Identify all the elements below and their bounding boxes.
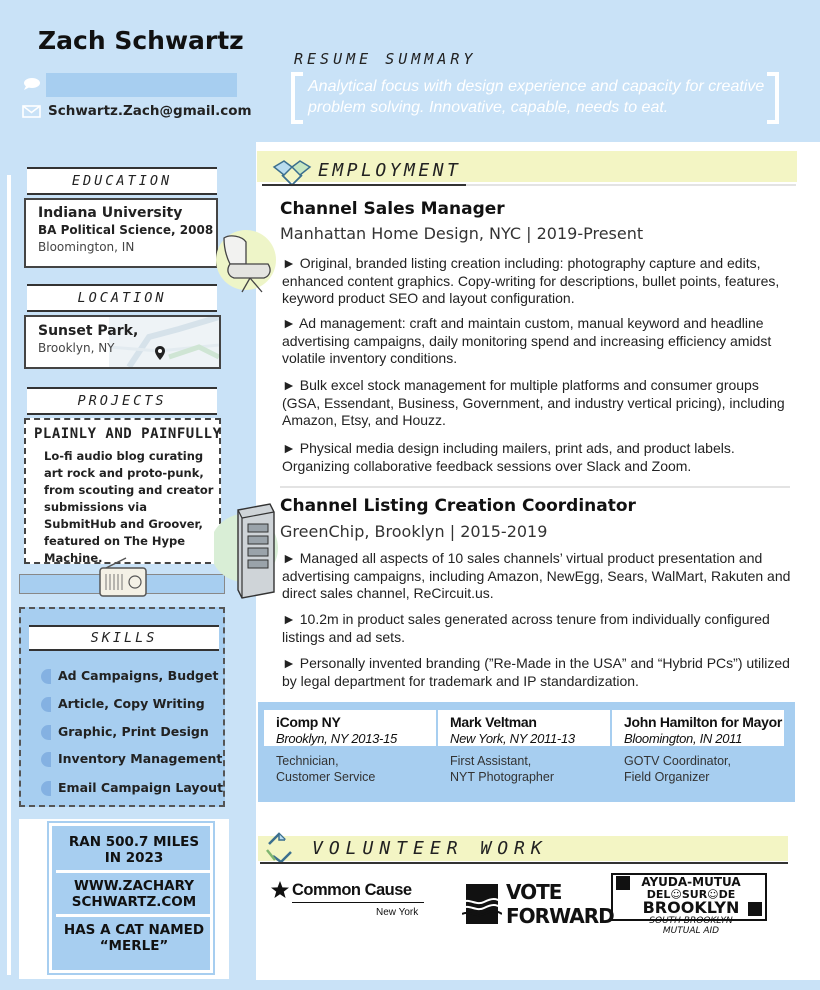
phone-row	[22, 73, 222, 97]
job-bullet: ► 10.2m in product sales generated across tenure from individually configured listings and ad sets.	[282, 611, 770, 645]
server-tower-icon	[214, 494, 282, 602]
skill-item: Graphic, Print Design	[41, 722, 221, 742]
skills-box	[19, 607, 225, 807]
employment-underline	[262, 184, 466, 186]
location-heading: LOCATION	[27, 284, 217, 312]
employment-rule	[466, 184, 796, 186]
bottom-rule	[256, 980, 820, 990]
previous-job-role: Technician, Customer Service	[276, 754, 376, 784]
job-company: Manhattan Home Design, NYC | 2019-Present	[280, 224, 644, 243]
previous-job-role: GOTV Coordinator, Field Organizer	[624, 754, 731, 784]
projects-heading: PROJECTS	[27, 387, 217, 415]
skill-item: Article, Copy Writing	[41, 694, 221, 714]
previous-job-role: First Assistant, NYT Photographer	[450, 754, 554, 784]
previous-job-meta: Bloomington, IN 2011	[624, 731, 743, 746]
vote-forward-logo: VOTE FORWARD	[462, 880, 602, 930]
volunteer-heading: VOLUNTEER WORK	[312, 838, 548, 859]
location-card	[24, 315, 221, 369]
project-card	[24, 418, 221, 564]
star-icon	[270, 880, 290, 900]
job-bullet: ► Personally invented branding (”Re-Made in the USA” and “Hybrid PCs”) utilized by legal department for trademark and IP standardization.	[282, 655, 790, 689]
previous-job-org: John Hamilton for Mayor	[624, 714, 782, 730]
facts-list	[49, 823, 213, 973]
job-bullet: ► Bulk excel stock management for multiple platforms and consumer groups (GSA, Essendant, Business, Government, and industry vertical pricing), including Amazon, Etsy, and Houzz.	[282, 377, 785, 428]
previous-job-meta: Brooklyn, NY 2013-15	[276, 731, 397, 746]
common-cause-logo: Common Cause New York	[270, 878, 426, 920]
fact-item: RAN 500.7 MILES IN 2023	[68, 834, 200, 866]
project-title: PLAINLY AND PAINFULLY	[34, 426, 222, 442]
previous-job-card	[438, 710, 610, 796]
facts-panel	[19, 819, 229, 979]
previous-job-org: Mark Veltman	[450, 714, 537, 730]
previous-job-card	[264, 710, 436, 796]
skills-heading: SKILLS	[29, 625, 219, 651]
volunteer-underline	[260, 862, 788, 864]
education-city: Bloomington, IN	[38, 240, 135, 254]
education-card	[24, 198, 218, 268]
stamp-icon	[462, 882, 502, 926]
chat-bubble-icon	[22, 77, 42, 91]
mutual-aid-logo: AYUDA-MUTUA DEL☺SUR☺DE BROOKLYN SOUTH BROOKLYN MUTUAL AID	[610, 872, 768, 938]
job-bullet: ► Physical media design including mailers, print ads, and product labels. Organizing collaborative feedback sessions over Slack and Zoom.	[282, 440, 735, 474]
map-pin-icon	[154, 345, 166, 361]
previous-job-card	[612, 710, 784, 796]
skill-item: Email Campaign Layout	[41, 778, 221, 798]
education-heading: EDUCATION	[27, 167, 217, 195]
job-title: Channel Listing Creation Coordinator	[280, 496, 636, 516]
summary-heading: RESUME SUMMARY	[294, 50, 477, 68]
recycle-arrows-icon	[263, 830, 297, 866]
fact-website[interactable]: WWW.ZACHARY SCHWARTZ.COM	[71, 878, 197, 910]
sidebar-rule	[7, 175, 11, 975]
job-title: Channel Sales Manager	[280, 199, 505, 219]
job-separator	[280, 486, 790, 488]
phone-number	[46, 73, 237, 97]
skill-item: Ad Campaigns, Budget	[41, 666, 221, 686]
education-school: Indiana University	[38, 205, 183, 221]
summary-box	[291, 72, 779, 124]
job-company: GreenChip, Brooklyn | 2015-2019	[280, 522, 548, 541]
candidate-name: Zach Schwartz	[38, 26, 244, 55]
job-bullet: ► Managed all aspects of 10 sales channels’ virtual product presentation and advertising campaigns, including Amazon, NewEgg, Sears, WalMart, Rakuten and direct sales channel, ReCircuit.us.	[282, 550, 791, 601]
job-bullet: ► Original, branded listing creation including: photography capture and edits, enhanced content graphics. Copy-writing for descriptions, bullet points, features, keyword product SEO and layout configuration.	[282, 255, 780, 306]
previous-job-org: iComp NY	[276, 714, 341, 730]
project-description: Lo-fi audio blog curating art rock and proto-punk, from scouting and creator submissions via SubmitHub and Groover, featured on The Hype Machine.	[44, 449, 214, 565]
location-area: Brooklyn, NY	[38, 341, 115, 355]
previous-jobs	[258, 702, 795, 802]
job-bullet: ► Ad management: craft and maintain custom, manual keyword and headline advertising campaigns, daily monitoring spend and increasing efficiency amidst volatile inventory conditions.	[282, 315, 772, 366]
location-name: Sunset Park,	[38, 323, 139, 339]
previous-job-meta: New York, NY 2011-13	[450, 731, 575, 746]
email-address[interactable]: Schwartz.Zach@gmail.com	[48, 103, 252, 119]
skill-item: Inventory Management	[41, 749, 221, 769]
education-degree: BA Political Science, 2008	[38, 223, 214, 237]
lounge-chair-icon	[216, 220, 284, 298]
radio-illustration-icon	[96, 556, 150, 600]
envelope-icon	[22, 105, 41, 118]
summary-text: Analytical focus with design experience and capacity for creative problem solving. Innovative, capable, needs to eat.	[308, 78, 765, 116]
employment-heading: EMPLOYMENT	[318, 160, 462, 181]
fact-item: HAS A CAT NAMED “MERLE”	[63, 922, 205, 954]
